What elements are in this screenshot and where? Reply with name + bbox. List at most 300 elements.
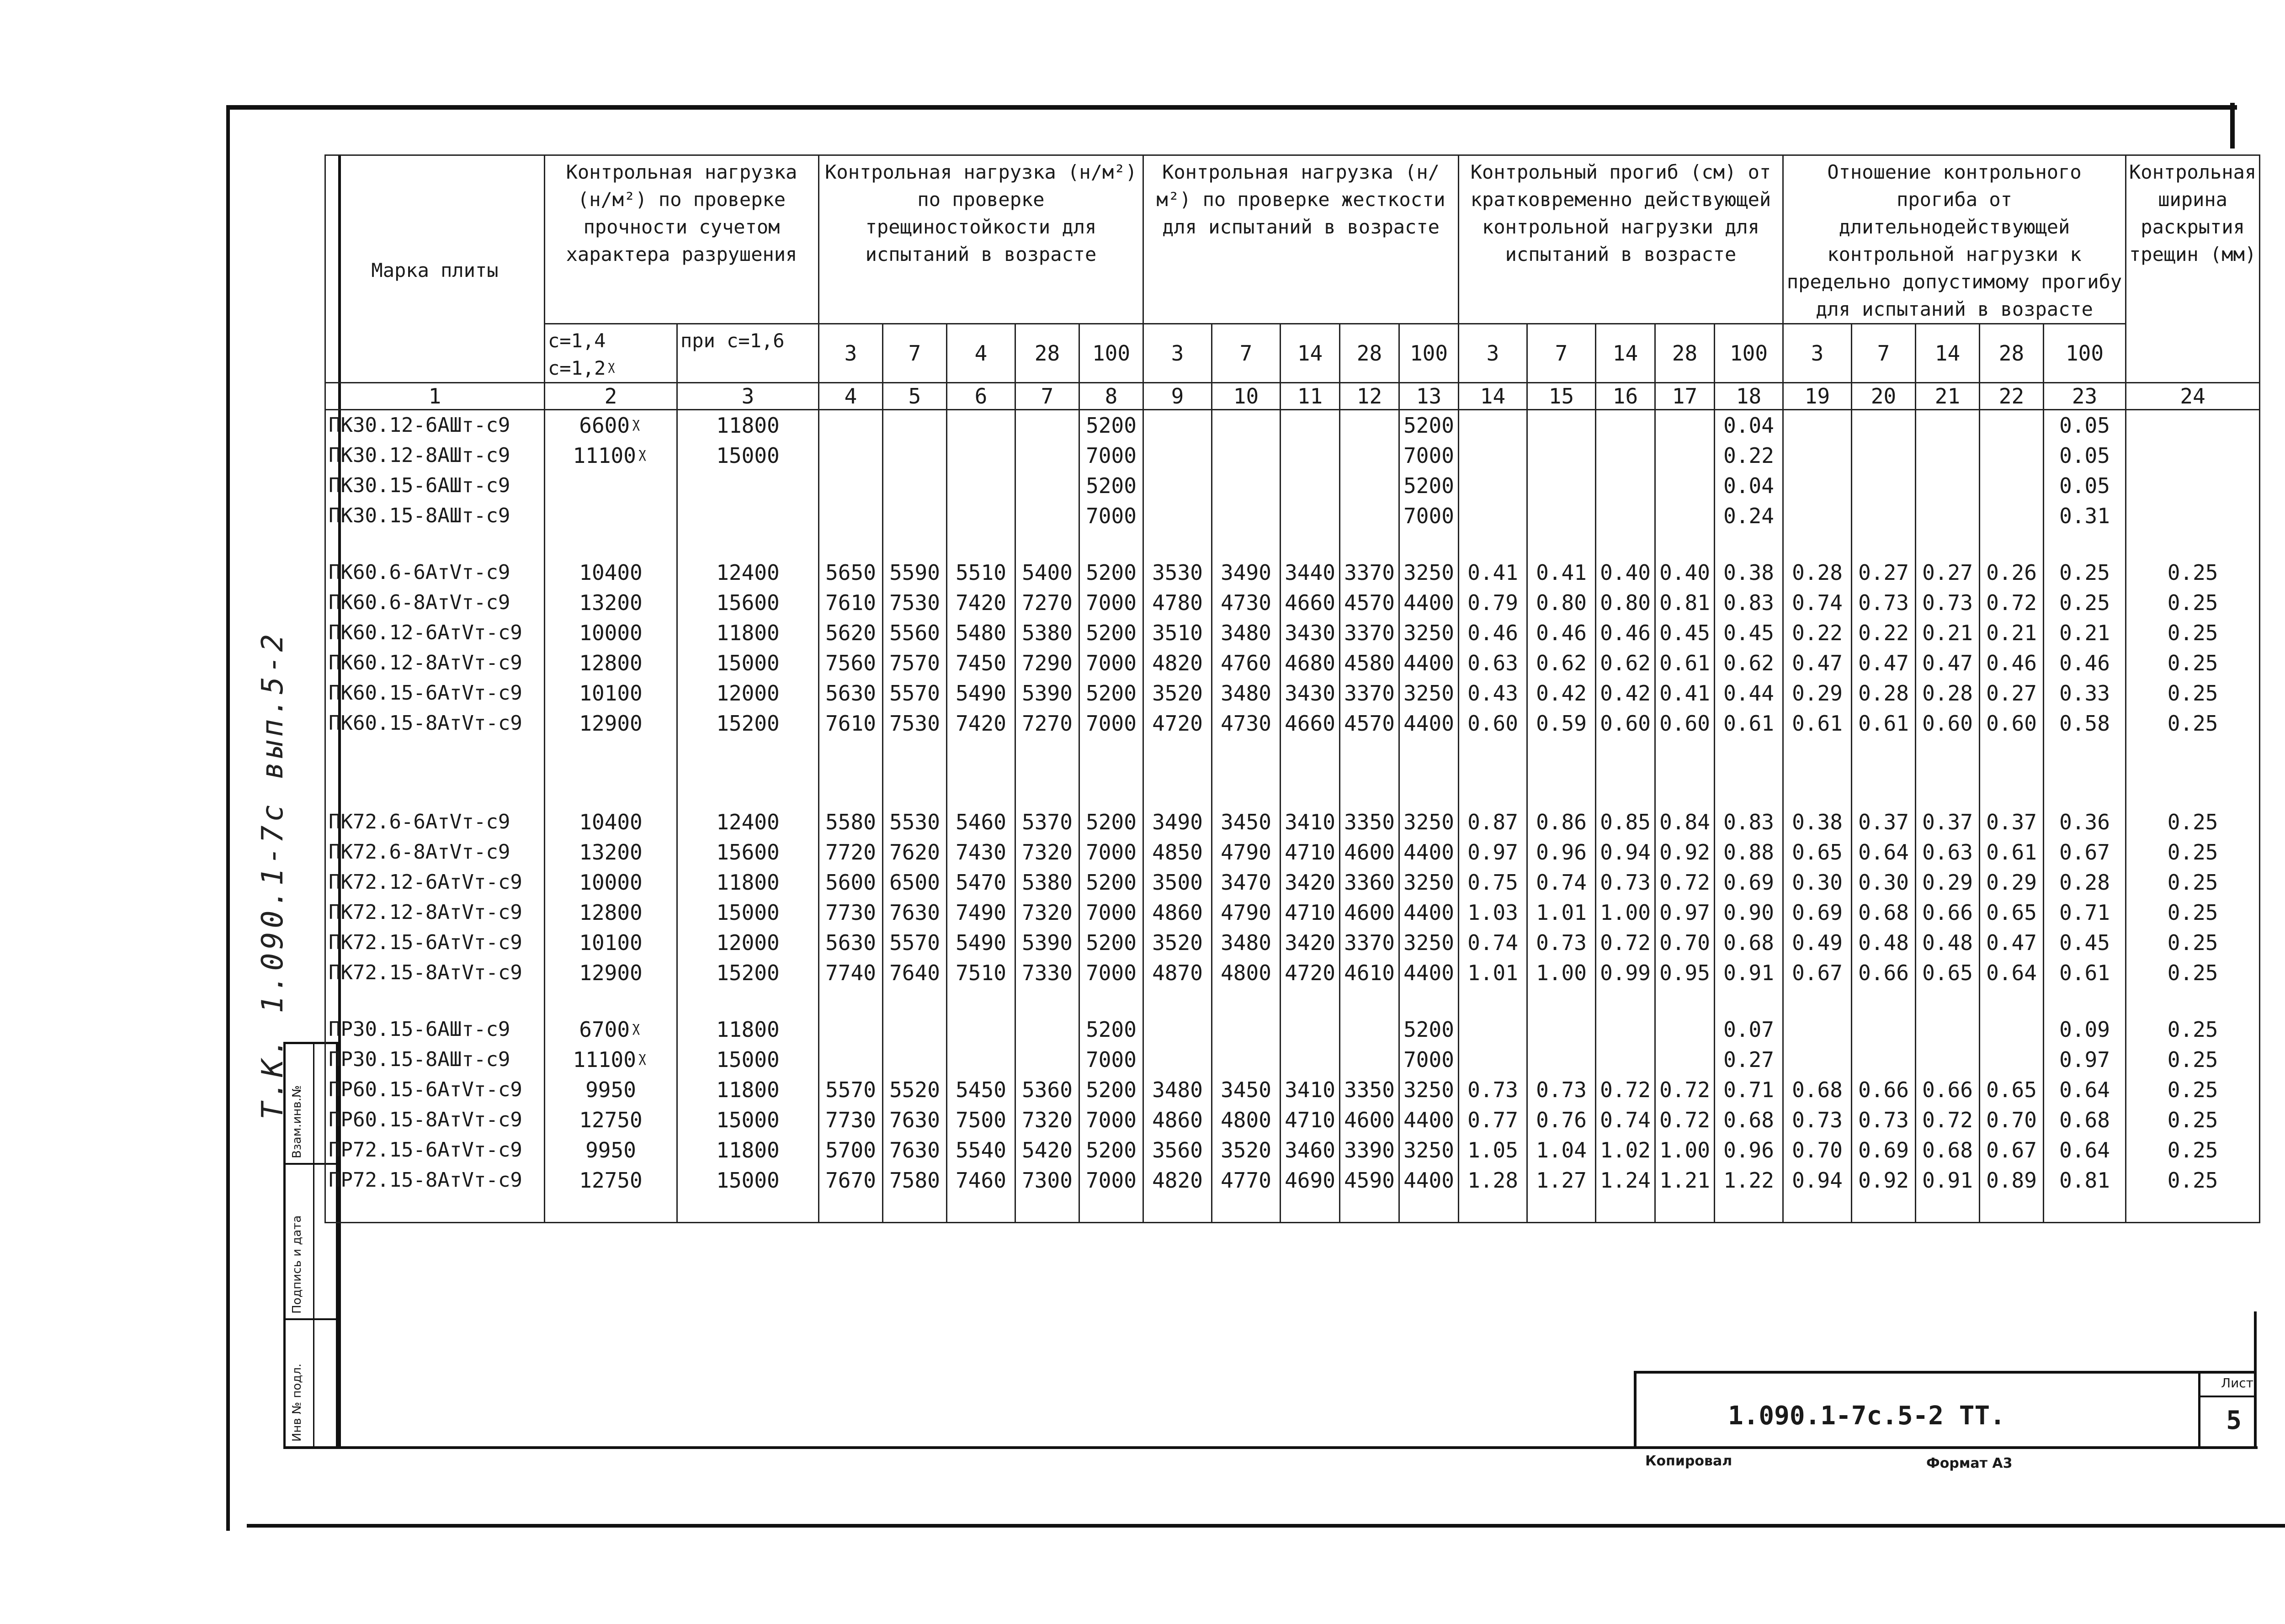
- spacer-cell: [1340, 531, 1399, 557]
- value-cell: 0.46: [1527, 618, 1596, 648]
- value-cell: 0.60: [1459, 708, 1527, 738]
- value-cell: 7610: [819, 588, 883, 618]
- value-cell: [819, 501, 883, 531]
- value-cell: 0.64: [1852, 837, 1916, 867]
- age-cell: 28: [1980, 324, 2044, 383]
- value-cell: 12400: [677, 557, 819, 588]
- column-number-cell: 4: [819, 383, 883, 410]
- value-cell: 3250: [1399, 618, 1459, 648]
- slab-mark-cell: ПР60.15-8АтVт-с9: [325, 1105, 545, 1135]
- value-cell: 7630: [883, 897, 947, 928]
- value-cell: 0.41: [1459, 557, 1527, 588]
- spacer-cell: [1916, 988, 1980, 1014]
- slab-mark-cell: ПР30.15-8АШт-с9: [325, 1045, 545, 1075]
- value-cell: 0.25: [2126, 837, 2260, 867]
- value-cell: 0.70: [1783, 1135, 1852, 1165]
- value-cell: 7000: [1079, 958, 1143, 988]
- age-cell: 3: [1143, 324, 1212, 383]
- value-cell: 5510: [947, 557, 1015, 588]
- value-cell: 1.02: [1596, 1135, 1655, 1165]
- value-cell: [1596, 410, 1655, 441]
- value-cell: 3460: [1281, 1135, 1340, 1165]
- value-cell: 0.25: [2126, 618, 2260, 648]
- value-cell: [1459, 410, 1527, 441]
- value-cell: 5630: [819, 928, 883, 958]
- value-cell: [1916, 410, 1980, 441]
- value-cell: 0.40: [1655, 557, 1715, 588]
- value-cell: 0.21: [1916, 618, 1980, 648]
- value-cell: 0.66: [1916, 1075, 1980, 1105]
- value-cell: 0.68: [1916, 1135, 1980, 1165]
- value-cell: 0.97: [1655, 897, 1715, 928]
- value-cell: [1783, 1045, 1852, 1075]
- spacer-cell: [1655, 988, 1715, 1014]
- value-cell: 0.61: [2044, 958, 2126, 988]
- value-cell: 0.72: [1916, 1105, 1980, 1135]
- value-cell: 0.66: [1852, 958, 1916, 988]
- value-cell: 4770: [1212, 1165, 1281, 1195]
- value-cell: 5580: [819, 807, 883, 837]
- value-cell: 0.68: [2044, 1105, 2126, 1135]
- spacer-cell: [677, 1195, 819, 1223]
- value-cell: 5560: [883, 618, 947, 648]
- value-cell: 3480: [1212, 678, 1281, 708]
- value-cell: 5360: [1015, 1075, 1079, 1105]
- value-cell: 1.03: [1459, 897, 1527, 928]
- spacer-cell: [2044, 738, 2126, 807]
- value-cell: [1459, 471, 1527, 501]
- spacer-cell: [883, 531, 947, 557]
- value-cell: [1527, 440, 1596, 471]
- value-cell: 1.05: [1459, 1135, 1527, 1165]
- value-cell: 4790: [1212, 837, 1281, 867]
- value-cell: 4710: [1281, 1105, 1340, 1135]
- value-cell: 4400: [1399, 588, 1459, 618]
- value-cell: 0.42: [1596, 678, 1655, 708]
- value-cell: 0.72: [1655, 1105, 1715, 1135]
- spacer-cell: [819, 738, 883, 807]
- column-number-cell: 17: [1655, 383, 1715, 410]
- value-cell: 3510: [1143, 618, 1212, 648]
- spacer-cell: [1852, 988, 1916, 1014]
- age-cell: 7: [883, 324, 947, 383]
- age-cell: 28: [1340, 324, 1399, 383]
- value-cell: 12400: [677, 807, 819, 837]
- spacer-cell: [1715, 531, 1783, 557]
- table-row: [325, 440, 2260, 471]
- value-cell: [1655, 440, 1715, 471]
- value-cell: 0.24: [1715, 501, 1783, 531]
- age-cell: 3: [1459, 324, 1527, 383]
- column-number-cell: 21: [1916, 383, 1980, 410]
- value-cell: 3250: [1399, 557, 1459, 588]
- spacer-cell: [677, 531, 819, 557]
- spacer-cell: [947, 738, 1015, 807]
- value-cell: 15600: [677, 837, 819, 867]
- value-cell: [1527, 1014, 1596, 1045]
- value-cell: 4570: [1340, 588, 1399, 618]
- stamp-label: Взам.инв.№: [290, 1085, 304, 1158]
- value-cell: 0.72: [1596, 1075, 1655, 1105]
- value-cell: 11800: [677, 618, 819, 648]
- side-label: Т.К. 1.090.1-7с вып.5-2: [256, 630, 290, 1120]
- value-cell: [1459, 440, 1527, 471]
- spacer-cell: [1212, 988, 1281, 1014]
- value-cell: 0.46: [2044, 648, 2126, 678]
- value-cell: 7000: [1079, 588, 1143, 618]
- value-cell: 3490: [1212, 557, 1281, 588]
- value-cell: 3250: [1399, 928, 1459, 958]
- value-cell: 1.24: [1596, 1165, 1655, 1195]
- value-cell: [1596, 1045, 1655, 1075]
- spacer-cell: [1399, 531, 1459, 557]
- spacer-cell: [1212, 1195, 1281, 1223]
- value-cell: [1340, 1045, 1399, 1075]
- value-cell: 4400: [1399, 1105, 1459, 1135]
- value-cell: 0.89: [1980, 1165, 2044, 1195]
- value-cell: 0.43: [1459, 678, 1527, 708]
- value-cell: [1916, 471, 1980, 501]
- column-number-cell: 16: [1596, 383, 1655, 410]
- table-row: [325, 1135, 2260, 1165]
- stamp-label: Подпись и дата: [290, 1215, 304, 1314]
- value-cell: 5400: [1015, 557, 1079, 588]
- spacer-cell: [325, 531, 545, 557]
- spacer-cell: [1015, 531, 1079, 557]
- value-cell: 0.63: [1916, 837, 1980, 867]
- value-cell: 5380: [1015, 618, 1079, 648]
- value-cell: 0.66: [1852, 1075, 1916, 1105]
- value-cell: 7630: [883, 1105, 947, 1135]
- value-cell: 15000: [677, 1105, 819, 1135]
- value-cell: 7730: [819, 1105, 883, 1135]
- value-cell: 0.05: [2044, 440, 2126, 471]
- value-cell: [1212, 410, 1281, 441]
- value-cell: 5200: [1079, 471, 1143, 501]
- value-cell: 0.73: [1783, 1105, 1852, 1135]
- sheet-box: [2198, 1374, 2255, 1449]
- value-cell: [1459, 501, 1527, 531]
- value-cell: [1527, 501, 1596, 531]
- value-cell: 5200: [1079, 807, 1143, 837]
- value-cell: [947, 471, 1015, 501]
- value-cell: 7000: [1399, 1045, 1459, 1075]
- age-cell: 3: [819, 324, 883, 383]
- value-cell: 3420: [1281, 867, 1340, 897]
- value-cell: 10100: [545, 678, 677, 708]
- value-cell: 3360: [1340, 867, 1399, 897]
- value-cell: 7000: [1399, 501, 1459, 531]
- slab-mark-cell: ПР60.15-6АтVт-с9: [325, 1075, 545, 1105]
- value-cell: 5570: [819, 1075, 883, 1105]
- spacer-cell: [1281, 988, 1340, 1014]
- value-cell: 3250: [1399, 678, 1459, 708]
- value-cell: 4400: [1399, 648, 1459, 678]
- value-cell: [2126, 471, 2260, 501]
- value-cell: [1783, 501, 1852, 531]
- age-cell: 100: [1079, 324, 1143, 383]
- slab-mark-cell: ПК30.15-8АШт-с9: [325, 501, 545, 531]
- value-cell: 0.28: [2044, 867, 2126, 897]
- value-cell: 0.70: [1980, 1105, 2044, 1135]
- value-cell: 7570: [883, 648, 947, 678]
- column-number-cell: 10: [1212, 383, 1281, 410]
- value-cell: [1655, 1045, 1715, 1075]
- value-cell: 0.04: [1715, 471, 1783, 501]
- value-cell: [677, 501, 819, 531]
- column-number-cell: 18: [1715, 383, 1783, 410]
- value-cell: 0.38: [1783, 807, 1852, 837]
- value-cell: 0.25: [2126, 897, 2260, 928]
- value-cell: 6600ᵡ: [545, 410, 677, 441]
- column-number-row: [325, 383, 2260, 410]
- value-cell: [545, 501, 677, 531]
- value-cell: 7000: [1079, 648, 1143, 678]
- value-cell: 0.46: [1459, 618, 1527, 648]
- value-cell: 0.67: [1783, 958, 1852, 988]
- value-cell: 7000: [1079, 708, 1143, 738]
- value-cell: 4860: [1143, 897, 1212, 928]
- spacer-cell: [1596, 738, 1655, 807]
- value-cell: 5420: [1015, 1135, 1079, 1165]
- value-cell: [1916, 1014, 1980, 1045]
- value-cell: 0.25: [2126, 1045, 2260, 1075]
- value-cell: 0.28: [1783, 557, 1852, 588]
- value-cell: 0.66: [1916, 897, 1980, 928]
- value-cell: 3430: [1281, 618, 1340, 648]
- value-cell: 15000: [677, 648, 819, 678]
- value-cell: [1015, 501, 1079, 531]
- spacer-cell: [1399, 988, 1459, 1014]
- table-row: [325, 1045, 2260, 1075]
- value-cell: 0.25: [2126, 588, 2260, 618]
- table-row: [325, 1014, 2260, 1045]
- value-cell: 4600: [1340, 1105, 1399, 1135]
- value-cell: [1852, 501, 1916, 531]
- value-cell: 4800: [1212, 1105, 1281, 1135]
- value-cell: [1212, 440, 1281, 471]
- table-row: [325, 410, 2260, 441]
- age-cell: 100: [1715, 324, 1783, 383]
- value-cell: 7000: [1079, 501, 1143, 531]
- value-cell: 0.27: [1916, 557, 1980, 588]
- table-row: [325, 557, 2260, 588]
- spacer-cell: [2126, 988, 2260, 1014]
- value-cell: 0.33: [2044, 678, 2126, 708]
- spacer-cell: [1143, 988, 1212, 1014]
- value-cell: 0.75: [1459, 867, 1527, 897]
- value-cell: 0.69: [1715, 867, 1783, 897]
- value-cell: [1281, 410, 1340, 441]
- value-cell: [1655, 410, 1715, 441]
- value-cell: 5450: [947, 1075, 1015, 1105]
- spacer-cell: [947, 531, 1015, 557]
- value-cell: 3250: [1399, 1075, 1459, 1105]
- value-cell: 0.84: [1655, 807, 1715, 837]
- value-cell: 3560: [1143, 1135, 1212, 1165]
- value-cell: [1783, 410, 1852, 441]
- value-cell: 0.68: [1783, 1075, 1852, 1105]
- value-cell: [1980, 501, 2044, 531]
- value-cell: 0.61: [1715, 708, 1783, 738]
- value-cell: 0.37: [1852, 807, 1916, 837]
- age-cell: 14: [1596, 324, 1655, 383]
- value-cell: 15600: [677, 588, 819, 618]
- spacer-cell: [1980, 988, 2044, 1014]
- value-cell: 3250: [1399, 867, 1459, 897]
- value-cell: 0.70: [1655, 928, 1715, 958]
- age-cell: 3: [1783, 324, 1852, 383]
- value-cell: 5200: [1079, 1075, 1143, 1105]
- value-cell: [883, 1045, 947, 1075]
- value-cell: 1.27: [1527, 1165, 1596, 1195]
- value-cell: 10100: [545, 928, 677, 958]
- value-cell: 0.37: [1980, 807, 2044, 837]
- spacer-cell: [2126, 531, 2260, 557]
- value-cell: 0.07: [1715, 1014, 1783, 1045]
- spacer-cell: [1980, 738, 2044, 807]
- spacer-cell: [1783, 738, 1852, 807]
- value-cell: 3410: [1281, 1075, 1340, 1105]
- value-cell: [1212, 471, 1281, 501]
- value-cell: 5620: [819, 618, 883, 648]
- value-cell: 0.80: [1527, 588, 1596, 618]
- value-cell: 7620: [883, 837, 947, 867]
- spacer-cell: [677, 738, 819, 807]
- value-cell: 0.49: [1783, 928, 1852, 958]
- value-cell: 3350: [1340, 807, 1399, 837]
- spacer-cell: [1399, 738, 1459, 807]
- slab-mark-cell: ПК60.15-8АтVт-с9: [325, 708, 545, 738]
- value-cell: 0.25: [2126, 678, 2260, 708]
- value-cell: 0.27: [1852, 557, 1916, 588]
- slab-mark-cell: ПК60.12-6АтVт-с9: [325, 618, 545, 648]
- footer-copied: Копировал: [1645, 1453, 1732, 1469]
- value-cell: 4730: [1212, 708, 1281, 738]
- header-deflection: Контрольный прогиб (см) от кратковременно действующей контрольной нагрузки для испытаний в возрасте: [1459, 155, 1783, 324]
- spacer-cell: [883, 988, 947, 1014]
- value-cell: 0.87: [1459, 807, 1527, 837]
- value-cell: 0.47: [1916, 648, 1980, 678]
- value-cell: 0.28: [1916, 678, 1980, 708]
- value-cell: 3420: [1281, 928, 1340, 958]
- value-cell: 7530: [883, 588, 947, 618]
- value-cell: [545, 471, 677, 501]
- value-cell: 5370: [1015, 807, 1079, 837]
- value-cell: [1852, 440, 1916, 471]
- spacer-cell: [1655, 1195, 1715, 1223]
- value-cell: [1340, 471, 1399, 501]
- value-cell: 0.74: [1459, 928, 1527, 958]
- value-cell: 12800: [545, 648, 677, 678]
- value-cell: 0.46: [1980, 648, 2044, 678]
- value-cell: 7530: [883, 708, 947, 738]
- value-cell: 0.65: [1980, 897, 2044, 928]
- spacer-cell: [1527, 988, 1596, 1014]
- value-cell: 0.72: [1655, 1075, 1715, 1105]
- table-row: [325, 958, 2260, 988]
- value-cell: 7420: [947, 588, 1015, 618]
- value-cell: [1212, 1014, 1281, 1045]
- value-cell: 7300: [1015, 1165, 1079, 1195]
- value-cell: 3370: [1340, 557, 1399, 588]
- value-cell: 1.00: [1596, 897, 1655, 928]
- header-sub-c14: с=1,4 с=1,2ᵡ: [545, 324, 677, 383]
- value-cell: 0.72: [1655, 867, 1715, 897]
- value-cell: 7000: [1079, 1165, 1143, 1195]
- value-cell: 0.68: [1852, 897, 1916, 928]
- value-cell: [1281, 440, 1340, 471]
- value-cell: 4660: [1281, 588, 1340, 618]
- value-cell: [1655, 471, 1715, 501]
- value-cell: 7730: [819, 897, 883, 928]
- value-cell: 7330: [1015, 958, 1079, 988]
- age-cell: 100: [1399, 324, 1459, 383]
- spacer-cell: [2126, 738, 2260, 807]
- value-cell: 0.29: [1916, 867, 1980, 897]
- value-cell: 0.92: [1655, 837, 1715, 867]
- spacer-cell: [545, 738, 677, 807]
- value-cell: 0.63: [1459, 648, 1527, 678]
- header-crack-width: Контрольная ширина раскрытия трещин (мм): [2126, 155, 2260, 383]
- value-cell: 3250: [1399, 1135, 1459, 1165]
- value-cell: 5490: [947, 678, 1015, 708]
- value-cell: 3480: [1212, 928, 1281, 958]
- value-cell: 5700: [819, 1135, 883, 1165]
- value-cell: 4820: [1143, 1165, 1212, 1195]
- value-cell: 0.47: [1852, 648, 1916, 678]
- value-cell: 0.47: [1980, 928, 2044, 958]
- value-cell: 0.04: [1715, 410, 1783, 441]
- value-cell: 0.25: [2126, 928, 2260, 958]
- value-cell: [1852, 410, 1916, 441]
- age-cell: 7: [1527, 324, 1596, 383]
- column-number-cell: 14: [1459, 383, 1527, 410]
- value-cell: 4400: [1399, 837, 1459, 867]
- value-cell: 0.25: [2126, 648, 2260, 678]
- value-cell: 7630: [883, 1135, 947, 1165]
- value-cell: 3530: [1143, 557, 1212, 588]
- value-cell: 0.45: [1715, 618, 1783, 648]
- value-cell: [1783, 440, 1852, 471]
- value-cell: 3370: [1340, 928, 1399, 958]
- value-cell: [1852, 1014, 1916, 1045]
- spacer-cell: [1783, 988, 1852, 1014]
- value-cell: 0.68: [1715, 1105, 1783, 1135]
- value-cell: 4760: [1212, 648, 1281, 678]
- age-cell: 7: [1852, 324, 1916, 383]
- value-cell: 4660: [1281, 708, 1340, 738]
- table-body: [325, 410, 2260, 1223]
- value-cell: 0.79: [1459, 588, 1527, 618]
- value-cell: 4680: [1281, 648, 1340, 678]
- spacer-cell: [1459, 1195, 1527, 1223]
- value-cell: [1340, 440, 1399, 471]
- spacer-cell: [1143, 738, 1212, 807]
- value-cell: 0.69: [1852, 1135, 1916, 1165]
- value-cell: 0.64: [2044, 1135, 2126, 1165]
- frame-right-stub: [2230, 103, 2235, 149]
- spacer-cell: [1459, 988, 1527, 1014]
- value-cell: 0.73: [1527, 1075, 1596, 1105]
- value-cell: [1143, 501, 1212, 531]
- spacer-cell: [1340, 738, 1399, 807]
- spacer-cell: [1079, 1195, 1143, 1223]
- value-cell: 1.21: [1655, 1165, 1715, 1195]
- value-cell: 0.29: [1783, 678, 1852, 708]
- value-cell: 7490: [947, 897, 1015, 928]
- value-cell: 7000: [1079, 837, 1143, 867]
